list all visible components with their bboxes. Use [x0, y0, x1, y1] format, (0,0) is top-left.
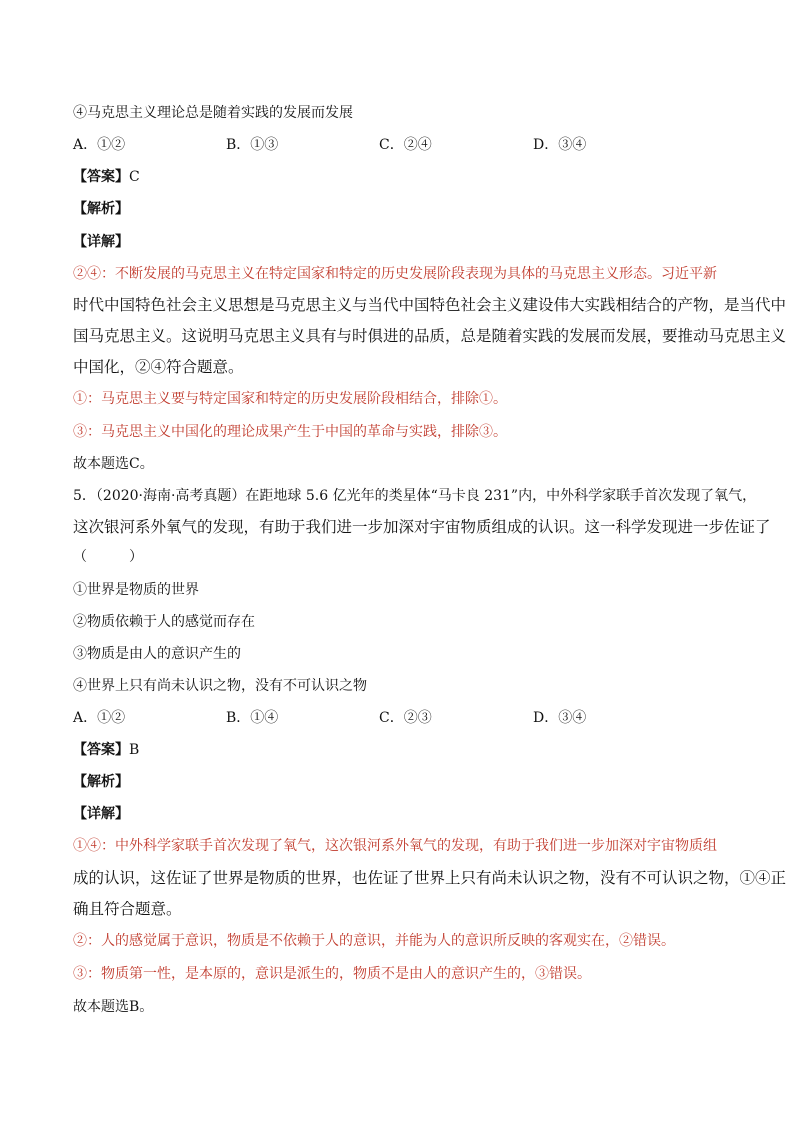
q5-statement-3: ③物质是由人的意识产生的	[73, 646, 241, 662]
q5-answer-blank: （ ）	[73, 549, 143, 565]
q5-detail-line: ①④：中外科学家联手首次发现了氧气，这次银河系外氧气的发现，有助于我们进一步加深对宇宙物质组	[73, 838, 717, 854]
q5-conclusion: 故本题选B。	[73, 999, 154, 1015]
answer-value: B	[129, 742, 140, 758]
q4-option-b: B．①③	[226, 137, 279, 153]
q5-statement-2: ②物质依赖于人的感觉而存在	[73, 614, 255, 630]
q5-analysis-tag: 【解析】	[73, 774, 129, 790]
q4-statement-4: ④马克思主义理论总是随着实践的发展而发展	[73, 105, 353, 121]
q5-option-d: D．③④	[533, 710, 587, 726]
q5-option-c: C．②③	[379, 710, 432, 726]
q4-detail-line: 国马克思主义。这说明马克思主义具有与时俱进的品质，总是随着实践的发展而发展，要推动马克思主义	[73, 327, 787, 345]
answer-value: C	[129, 169, 140, 185]
q5-option-a: A．①②	[73, 710, 126, 726]
q5-detail-exclude-3: ③：物质第一性，是本原的，意识是派生的，物质不是由人的意识产生的，③错误。	[73, 966, 591, 982]
q4-detail-tag: 【详解】	[73, 234, 129, 250]
answer-tag: 【答案】	[73, 742, 129, 758]
q5-stem-line: 这次银河系外氧气的发现，有助于我们进一步加深对宇宙物质组成的认识。这一科学发现进一步佐证了	[73, 518, 771, 536]
q4-detail-exclude-3: ③：马克思主义中国化的理论成果产生于中国的革命与实践，排除③。	[73, 424, 507, 440]
q5-answer	[73, 739, 139, 759]
answer-tag: 【答案】	[73, 169, 129, 185]
q4-option-a: A．①②	[73, 137, 126, 153]
q5-statement-1: ①世界是物质的世界	[73, 582, 199, 598]
q4-analysis-tag: 【解析】	[73, 201, 129, 217]
q4-option-c: C．②④	[379, 137, 432, 153]
q5-detail-exclude-2: ②：人的感觉属于意识，物质是不依赖于人的意识，并能为人的意识所反映的客观实在，②错误。	[73, 933, 675, 949]
q4-conclusion: 故本题选C。	[73, 456, 154, 472]
q4-option-d: D．③④	[533, 137, 587, 153]
q5-detail-tag: 【详解】	[73, 806, 129, 822]
q5-detail-line: 成的认识，这佐证了世界是物质的世界，也佐证了世界上只有尚未认识之物，没有不可认识之物，①④正	[73, 869, 787, 887]
q4-detail-line: 时代中国特色社会主义思想是马克思主义与当代中国特色社会主义建设伟大实践相结合的产物，是当代中	[73, 296, 787, 314]
q5-stem-line: 5．（2020·海南·高考真题）在距地球 5.6 亿光年的类星体“马卡良 231”内，中外科学家联手首次发现了氧气，	[73, 488, 757, 504]
q4-detail-exclude-1: ①：马克思主义要与特定国家和特定的历史发展阶段相结合，排除①。	[73, 391, 507, 407]
q5-statement-4: ④世界上只有尚未认识之物，没有不可认识之物	[73, 678, 367, 694]
q4-detail-line: ②④：不断发展的马克思主义在特定国家和特定的历史发展阶段表现为具体的马克思主义形态。习近平新	[73, 266, 717, 282]
q4-answer	[73, 166, 140, 186]
q5-detail-line: 确且符合题意。	[73, 900, 182, 918]
q4-detail-line: 中国化，②④符合题意。	[73, 358, 244, 376]
q5-option-b: B．①④	[226, 710, 279, 726]
